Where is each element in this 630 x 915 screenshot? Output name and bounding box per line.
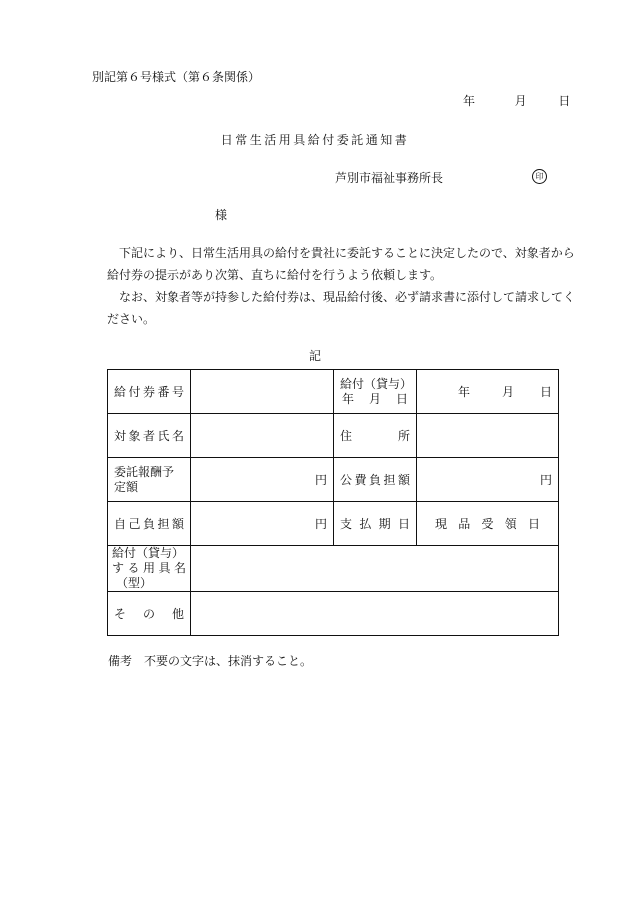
address-value[interactable] [417,414,559,458]
date-day: 日 [539,385,552,399]
public-burden-label: 公費負担額 [334,458,417,502]
table-row [108,592,559,636]
other-value[interactable] [191,592,559,636]
payment-date-label: 支払期日 [334,502,417,546]
self-burden-label: 自己負担額 [108,502,191,546]
grant-date-value[interactable] [417,370,559,414]
grant-date-day: 日 [395,391,408,406]
day-label: 日 [558,94,571,108]
other-label: そ の 他 [108,592,191,636]
item-name-line3: （型） [116,576,153,590]
self-burden-yen[interactable]: 円 [191,502,334,546]
item-name-line2: する用具名 [112,561,186,575]
details-table [107,369,559,636]
table-row [108,458,559,502]
subject-name-label: 対象者氏名 [108,414,191,458]
grant-date-month: 月 [368,391,381,406]
body-paragraph-1: 下記により、日常生活用具の給付を貴社に委託することに決定したので、対象者から給付券の提示があり次第、直ちに給付を行うよう依頼します。 [107,246,575,282]
form-label: 別記第６号様式（第６条関係） [92,70,261,84]
issuer-name: 芦別市福祉事務所長 [335,171,444,185]
addressee-honorific: 様 [215,208,228,222]
receipt-date-label: 現品受領日 [417,502,559,546]
body-paragraph-2: なお、対象者等が持参した給付券は、現品給付後、必ず請求書に添付して請求してください。 [107,290,576,326]
item-name-value[interactable] [191,546,559,592]
date-year: 年 [457,385,470,399]
voucher-no-label: 給付券番号 [108,370,191,414]
document-title: 日常生活用具給付委託通知書 [220,133,410,147]
commission-label: 委託報酬予定額 [108,458,191,502]
item-name-label [108,546,191,592]
voucher-no-value[interactable] [191,370,334,414]
month-label: 月 [514,94,527,108]
address-label: 住 所 [334,414,417,458]
year-label: 年 [463,94,476,108]
date-month: 月 [501,385,514,399]
remarks-note: 備考 不要の文字は、抹消すること。 [108,654,313,668]
seal-mark: 印 [532,169,547,184]
ki-heading: 記 [308,349,321,363]
table-row [108,546,559,592]
table-row [108,414,559,458]
grant-date-label-line1: 給付（貸与） [340,376,413,391]
table-row [108,502,559,546]
item-name-line1: 給付（貸与） [112,546,185,560]
commission-yen[interactable]: 円 [191,458,334,502]
issue-date [463,92,570,109]
grant-date-year: 年 [342,391,355,406]
public-burden-yen[interactable]: 円 [417,458,559,502]
grant-date-label [334,370,417,414]
subject-name-value[interactable] [191,414,334,458]
table-row [108,370,559,414]
